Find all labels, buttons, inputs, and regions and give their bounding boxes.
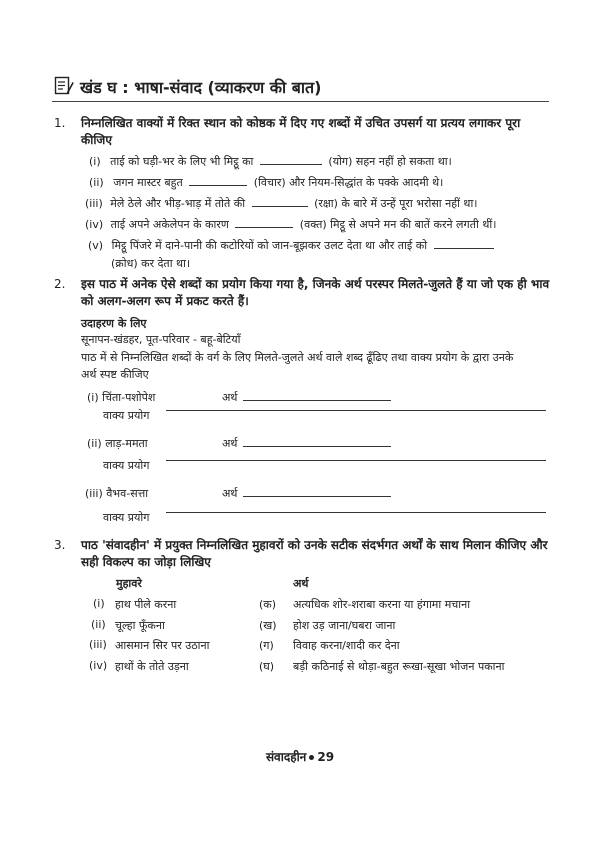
q2-text-line2: को अलग-अलग रूप में प्रकट करते हैं। <box>81 294 249 308</box>
footer-book-title: संवादहीन <box>265 750 307 764</box>
item-number: (ii) <box>87 437 102 450</box>
idiom-text: हाथ पीले करना <box>115 598 177 611</box>
q2-item-word <box>87 390 155 405</box>
idiom-text: हाथों के तोते उड़ना <box>115 660 189 673</box>
fill-blank[interactable] <box>252 206 308 207</box>
q3-number: 3. <box>54 538 66 552</box>
bullet-icon <box>309 755 314 760</box>
meaning-key: (ग) <box>259 639 274 652</box>
item-text-after: (योग) सहन नहीं हो सकता था। <box>328 155 452 168</box>
q1-item <box>89 175 443 190</box>
meaning-text: होश उड़ जाना/घबरा जाना <box>293 619 396 632</box>
item-text-after: (विचार) और नियम-सिद्धांत के पक्के आदमी थे। <box>253 176 444 189</box>
meaning-label: अर्थ <box>222 437 238 450</box>
meaning-label: अर्थ <box>222 487 238 500</box>
fill-blank[interactable] <box>189 185 247 186</box>
item-word: वैभव-सत्ता <box>106 487 149 500</box>
usage-label: वाक्य प्रयोग <box>103 459 150 472</box>
q1-number: 1. <box>54 116 66 130</box>
section-title: खंड घ : भाषा-संवाद (व्याकरण की बात) <box>80 78 322 97</box>
meaning-text: अत्यधिक शोर-शराबा करना या हंगामा मचाना <box>293 598 471 611</box>
usage-label: वाक्य प्रयोग <box>103 511 150 524</box>
item-number: (iii) <box>85 197 103 210</box>
item-word: चिंता-पशोपेश <box>102 391 156 404</box>
item-number: (i) <box>87 391 99 404</box>
q1-item <box>85 196 477 211</box>
fill-blank[interactable] <box>434 248 494 249</box>
meaning-text: विवाह करना/शादी कर देना <box>293 639 400 652</box>
meaning-key: (घ) <box>259 660 275 673</box>
q1-item <box>89 154 452 169</box>
item-text-after: (वक्त) मिट्ठू से अपने मन की बातें करने लगती थीं। <box>299 218 497 231</box>
q2-text-line1: इस पाठ में अनेक ऐसे शब्दों का प्रयोग किया गया है, जिनके अर्थ परस्पर मिलते-जुलते हैं या जो एक ही भाव <box>81 277 550 291</box>
fill-blank[interactable] <box>260 164 322 165</box>
idiom-row-number: (iii) <box>89 638 107 651</box>
q2-item-word <box>85 486 148 501</box>
q1-text-line2: कीजिए <box>81 133 112 147</box>
q2-instruction-line1: पाठ में से निम्नलिखित शब्दों के वर्ग के लिए मिलते-जुलते अर्थ वाले शब्द ढूँढिए तथा वाक्य प्रयोग के द्वारा उनके <box>81 351 514 364</box>
item-text-before: मेले ठेले और भीड़-भाड़ में तोते की <box>110 197 246 210</box>
section-divider <box>52 101 549 102</box>
meaning-key: (क) <box>259 598 277 611</box>
item-number: (ii) <box>89 176 104 189</box>
meaning-answer-line[interactable] <box>243 446 391 447</box>
q1-item <box>88 238 497 253</box>
idiom-text: चूल्हा फूँकना <box>115 619 165 632</box>
idiom-row-number: (i) <box>93 597 105 610</box>
meaning-text: बड़ी कठिनाई से थोड़ा-बहुत रूखा-सूखा भोजन पकाना <box>293 660 505 673</box>
item-text-after: (रक्षा) के बारे में उन्हें पूरा भरोसा नहीं था। <box>314 197 478 210</box>
item-text-before: ताई को घड़ी-भर के लिए भी मिट्ठू का <box>110 155 254 168</box>
q3-text-line1: पाठ 'संवादहीन' में प्रयुक्त निम्नलिखित मुहावरों को उनके सटीक संदर्भगत अर्थों के साथ मिलान कीजिए और <box>81 538 548 552</box>
fill-blank[interactable] <box>235 227 293 228</box>
item-text-before: ताई अपने अकेलेपन के कारण <box>110 218 229 231</box>
meaning-key: (ख) <box>259 619 277 632</box>
idiom-column-header: मुहावरे <box>116 577 142 590</box>
example-heading: उदाहरण के लिए <box>81 317 147 330</box>
item-text-before: मिट्ठू पिंजरे में दाने-पानी की कटोरियों को जान-बूझकर उलट देता था और ताई को <box>111 239 428 252</box>
meaning-label: अर्थ <box>222 391 238 404</box>
meaning-answer-line[interactable] <box>243 400 391 401</box>
item-number: (i) <box>89 155 101 168</box>
meaning-answer-line[interactable] <box>243 496 391 497</box>
idiom-text: आसमान सिर पर उठाना <box>115 639 210 652</box>
meaning-column-header: अर्थ <box>293 577 309 590</box>
item-text-before: जगन मास्टर बहुत <box>113 176 183 189</box>
usage-answer-line[interactable] <box>166 410 546 411</box>
usage-answer-line[interactable] <box>166 460 546 461</box>
example-text: सूनापन-खंडहर, पूत-परिवार - बहू-बेटियाँ <box>81 333 241 346</box>
page-number: 29 <box>317 750 335 764</box>
item-text-after: (क्रोध) कर देता था। <box>111 257 191 270</box>
page-footer <box>0 748 600 765</box>
q2-instruction-line2: अर्थ स्पष्ट कीजिए <box>81 368 149 381</box>
item-number: (v) <box>88 239 104 252</box>
item-number: (iii) <box>85 487 103 500</box>
q1-text-line1: निम्नलिखित वाक्यों में रिक्त स्थान को कोष्ठक में दिए गए शब्दों में उचित उपसर्ग या प्रत्यय लगाकर पूरा <box>81 116 521 130</box>
q1-item <box>85 217 496 232</box>
usage-label: वाक्य प्रयोग <box>103 409 150 422</box>
q3-text-line2: सही विकल्प का जोड़ा लिखिए <box>81 555 211 569</box>
idiom-row-number: (ii) <box>91 618 106 631</box>
q2-item-word <box>87 436 148 451</box>
usage-answer-line[interactable] <box>166 512 546 513</box>
item-word: लाड़-ममता <box>105 437 148 450</box>
idiom-row-number: (iv) <box>89 659 108 672</box>
item-number: (iv) <box>85 218 104 231</box>
notepad-pencil-icon <box>54 76 74 96</box>
q2-number: 2. <box>54 277 66 291</box>
